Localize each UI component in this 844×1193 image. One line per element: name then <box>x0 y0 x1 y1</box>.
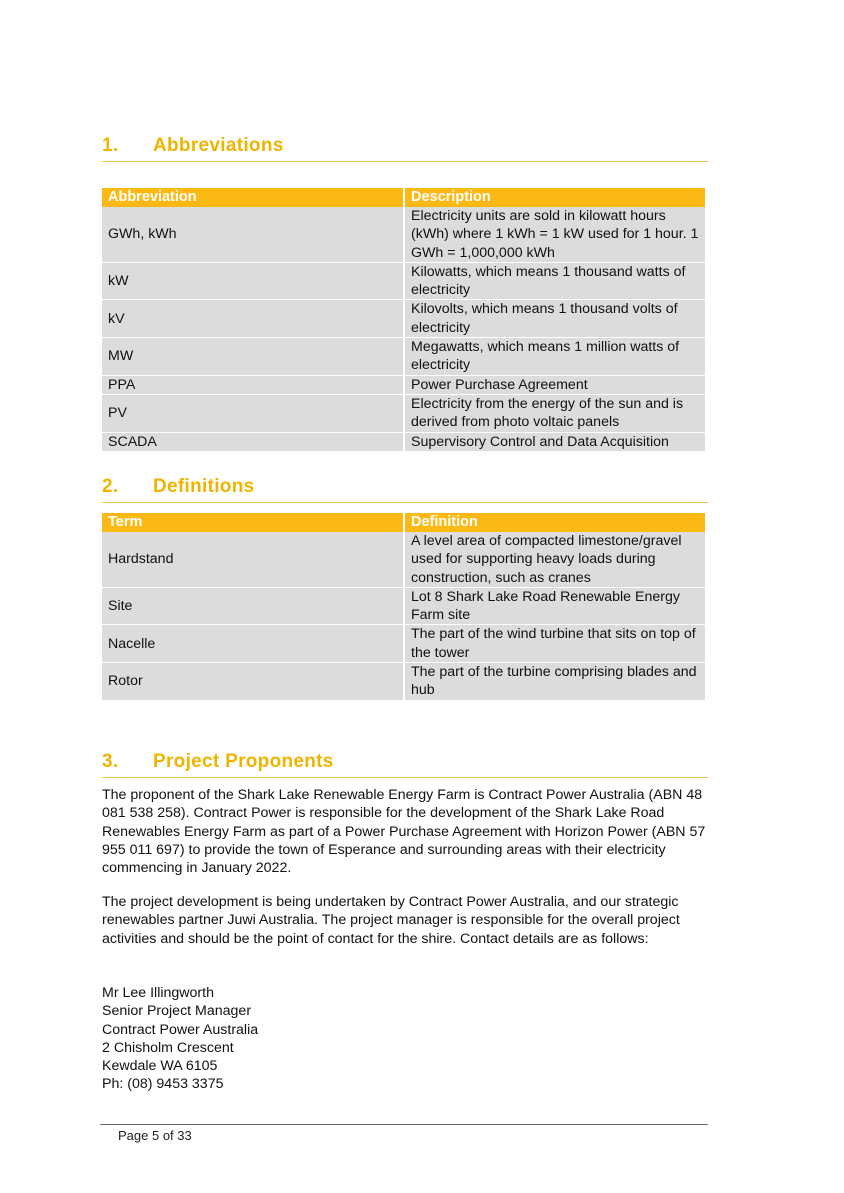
table-row <box>102 394 705 432</box>
description-cell: Power Purchase Agreement <box>404 375 705 394</box>
contact-suburb: Kewdale WA 6105 <box>102 1058 218 1075</box>
description-cell: Kilowatts, which means 1 thousand watts of electricity <box>404 262 705 300</box>
table-row <box>102 663 705 701</box>
contact-company: Contract Power Australia <box>102 1021 259 1038</box>
table-row <box>102 432 705 451</box>
column-header: Definition <box>404 513 705 532</box>
footer-divider <box>100 1124 708 1125</box>
abbreviation-cell: kW <box>102 262 404 300</box>
contact-details <box>102 984 258 1094</box>
section-title: Definitions <box>153 476 255 497</box>
definition-cell: A level area of compacted limestone/gravel used for supporting heavy loads during construction, such as cranes <box>404 532 705 587</box>
paragraph: The project development is being undertaken by Contract Power Australia, and our strategic renewables partner Juwi Australia. The project manager is responsible for the overall project activities and should be the point of contact for the shire. Contact details are as follows: <box>102 894 680 947</box>
abbreviations-table <box>102 188 705 452</box>
term-cell: Site <box>102 587 404 625</box>
abbreviation-cell: SCADA <box>102 432 404 451</box>
term-cell: Hardstand <box>102 532 404 587</box>
section-heading-proponents <box>102 751 708 778</box>
term-cell: Rotor <box>102 663 404 701</box>
description-cell: Kilovolts, which means 1 thousand volts of electricity <box>404 300 705 338</box>
definition-cell: Lot 8 Shark Lake Road Renewable Energy Farm site <box>404 587 705 625</box>
column-header: Abbreviation <box>102 188 404 207</box>
section-number: 3. <box>102 751 119 772</box>
section-heading-definitions <box>102 476 708 503</box>
contact-phone: Ph: (08) 9453 3375 <box>102 1076 224 1093</box>
definition-cell: The part of the turbine comprising blades and hub <box>404 663 705 701</box>
definitions-table <box>102 513 705 701</box>
section-number: 2. <box>102 476 119 497</box>
description-cell: Supervisory Control and Data Acquisition <box>404 432 705 451</box>
table-row <box>102 300 705 338</box>
abbreviation-cell: PPA <box>102 375 404 394</box>
paragraph: The proponent of the Shark Lake Renewable Energy Farm is Contract Power Australia (ABN 48 081 538 258). Contract Power is responsible for the development of the Shark Lake Road Renewables Energy Farm as part of a Power Purchase Agreement with Horizon Power (ABN 57 955 011 697) to provide the town of Esperance and surrounding areas with their electricity commencing in January 2022. <box>102 787 706 877</box>
table-header-row <box>102 513 705 532</box>
section-heading-abbreviations <box>102 135 708 162</box>
column-header: Term <box>102 513 404 532</box>
table-row <box>102 262 705 300</box>
description-cell: Electricity units are sold in kilowatt hours (kWh) where 1 kWh = 1 kW used for 1 hour. 1 GWh = 1,000,000 kWh <box>404 207 705 262</box>
column-header: Description <box>404 188 705 207</box>
table-row <box>102 587 705 625</box>
table-row <box>102 532 705 587</box>
contact-street: 2 Chisholm Crescent <box>102 1039 234 1056</box>
description-cell: Electricity from the energy of the sun and is derived from photo voltaic panels <box>404 394 705 432</box>
table-header-row <box>102 188 705 207</box>
abbreviation-cell: GWh, kWh <box>102 207 404 262</box>
page-number: Page 5 of 33 <box>118 1128 192 1143</box>
table-row <box>102 375 705 394</box>
definition-cell: The part of the wind turbine that sits on top of the tower <box>404 625 705 663</box>
contact-role: Senior Project Manager <box>102 1003 252 1020</box>
abbreviation-cell: MW <box>102 338 404 376</box>
abbreviation-cell: kV <box>102 300 404 338</box>
section-title: Project Proponents <box>153 751 334 772</box>
section-title: Abbreviations <box>153 135 284 156</box>
table-row <box>102 207 705 262</box>
table-row <box>102 338 705 376</box>
abbreviation-cell: PV <box>102 394 404 432</box>
contact-name: Mr Lee Illingworth <box>102 985 214 1001</box>
description-cell: Megawatts, which means 1 million watts of electricity <box>404 338 705 376</box>
section-number: 1. <box>102 135 119 156</box>
term-cell: Nacelle <box>102 625 404 663</box>
table-row <box>102 625 705 663</box>
